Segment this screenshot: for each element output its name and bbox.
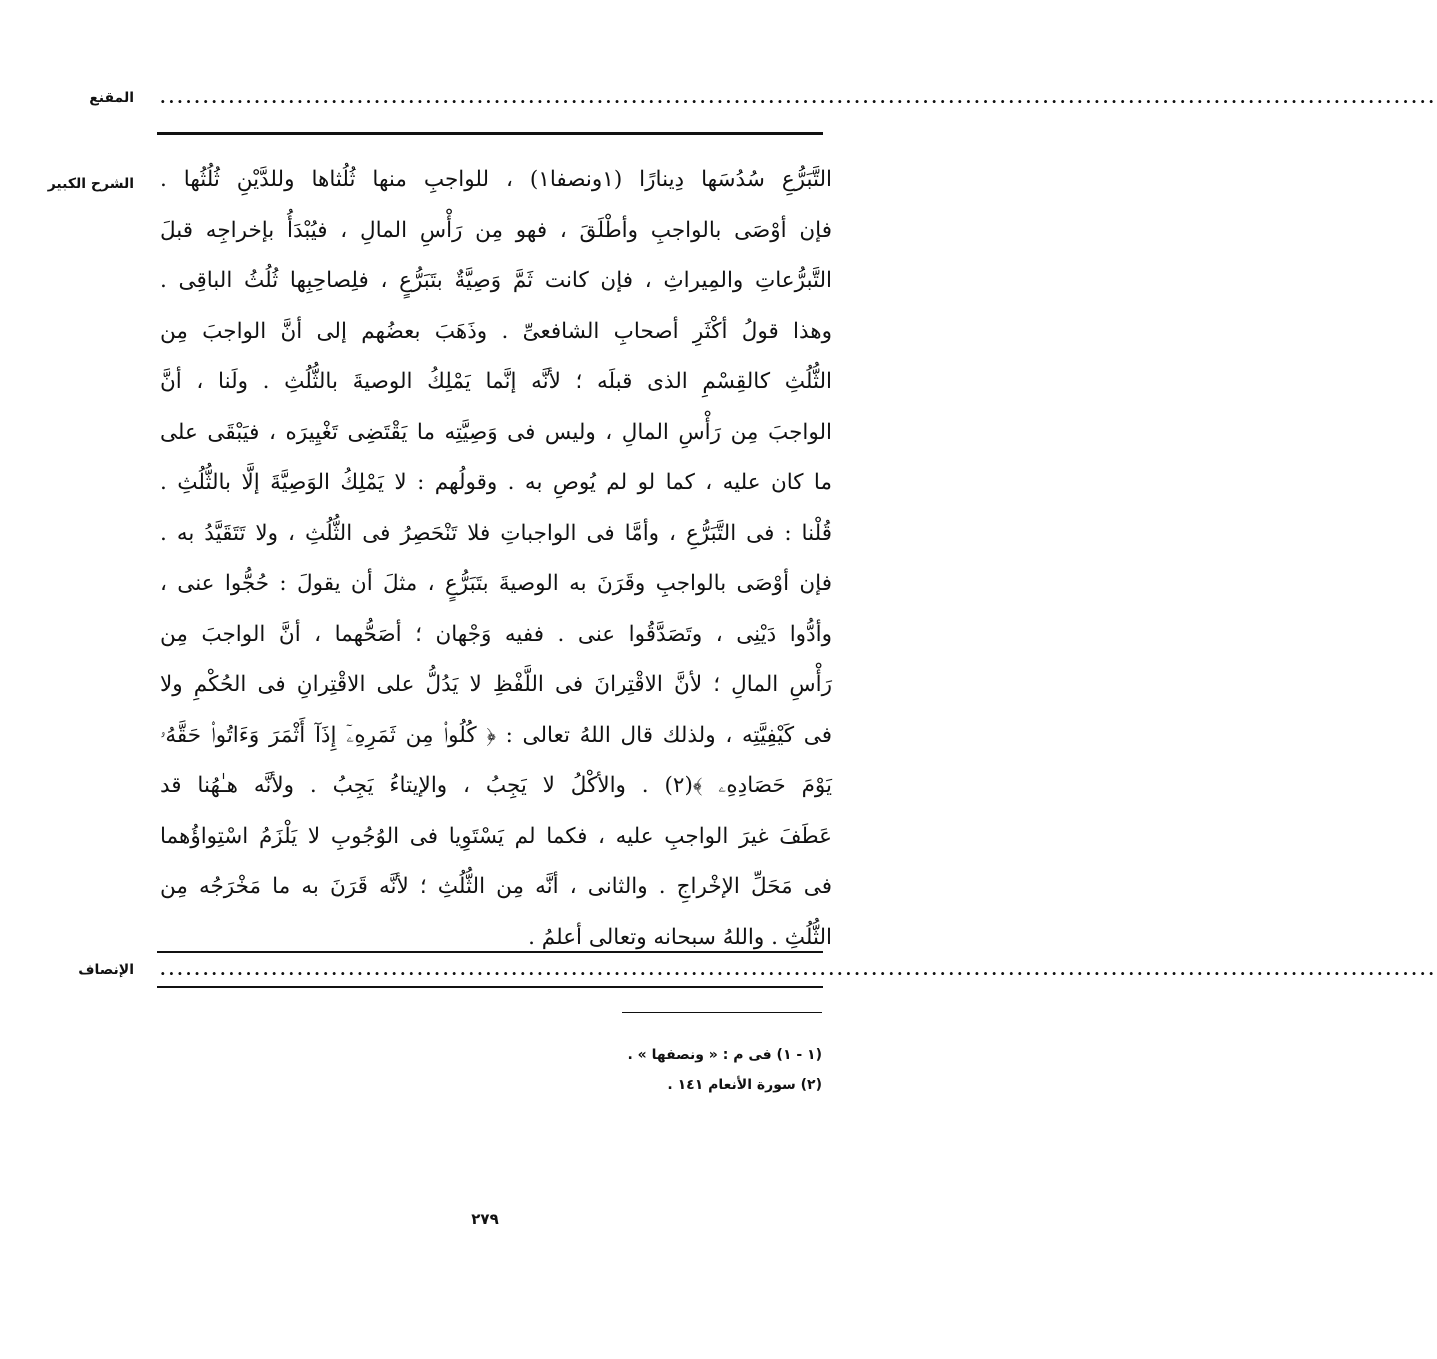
footer-dots: ..................................................................................................................................................... [160, 960, 1437, 979]
text-line: وأدُّوا دَيْنِى ، وتَصَدَّقُوا عنى . ففيه وَجْهان ؛ أصَحُّهما ، أنَّ الواجبَ مِن [160, 621, 832, 647]
text-line: فى كَيْفِيَّتِه ، ولذلك قال اللهُ تعالى : ﴿ كُلُوا۟ مِن ثَمَرِهِۦٓ إِذَآ أَثْمَرَ وَءَاتُوا۟ حَقَّهُۥ [160, 722, 832, 748]
page-number: ٢٧٩ [471, 1210, 499, 1228]
header-dots: ..................................................................................................................................................... [160, 88, 1437, 107]
text-line: قُلْنا : فى التَّبَرُّعِ ، وأمَّا فى الواجباتِ فلا تَنْحَصِرُ فى الثُّلُثِ ، ولا تَتَقَيَّدُ به . [160, 520, 832, 546]
text-line: الواجبَ مِن رَأْسِ المالِ ، وليس فى وَصِيَّتِه ما يَقْتَضِى تَغْيِيرَه ، فيَبْقَى على [160, 419, 832, 445]
text-line: يَوْمَ حَصَادِهِۦ ﴾(٢) . والأكْلُ لا يَجِبُ ، والإيتاءُ يَجِبُ . ولأنَّه هـٰهُنا قد [160, 773, 832, 798]
text-line: الثُّلُثِ . واللهُ سبحانه وتعالى أعلمُ . [528, 924, 832, 950]
text-line: فإن أوْصَى بالواجبِ وقَرَنَ به الوصيةَ بتَبَرُّعٍ ، مثلَ أن يقولَ : حُجُّوا عنى ، [160, 571, 832, 596]
text-line: الثُّلُثِ كالقِسْمِ الذى قبلَه ؛ لأنَّه إنَّما يَمْلِكُ الوصيةَ بالثُّلُثِ . ولَنا ، أنَّ [160, 369, 832, 394]
text-line: ما كان عليه ، كما لو لم يُوصِ به . وقولُهم : لا يَمْلِكُ الوَصِيَّةَ إلَّا بالثُّلُثِ . [160, 470, 832, 495]
text-line: عَطَفَ غيرَ الواجبِ عليه ، فكما لم يَسْتَوِيا فى الوُجُوبِ لا يَلْزَمُ اسْتِواؤُهما [160, 823, 832, 849]
main-text [160, 155, 832, 963]
text-line: التَّبرُّعاتِ والمِيراثِ ، فإن كانت ثَمَّ وَصِيَّةٌ بتَبَرُّعٍ ، فلِصاحِبِها ثُلُثُ الباقِى . [160, 268, 832, 293]
footnote-separator [622, 1012, 822, 1013]
header-rule [157, 132, 823, 135]
header-side-label: المقنع [89, 90, 134, 106]
section-label: الشرح الكبير [47, 176, 134, 192]
text-line: فى مَحَلِّ الإخْراجِ . والثانى ، أنَّه مِن الثُّلُثِ ؛ لأنَّه قَرَنَ به ما مَخْرَجُه مِن [160, 874, 832, 899]
footer-side-label: الإنصاف [78, 962, 134, 978]
text-line: وهذا قولُ أكْثَرِ أصحابِ الشافعىِّ . وذَهَبَ بعضُهم إلى أنَّ الواجبَ مِن [160, 318, 832, 344]
footnote: (٢) سورة الأنعام ١٤١ . [667, 1077, 822, 1093]
text-line: فإن أوْصَى بالواجبِ وأطْلَقَ ، فهو مِن رَأْسِ المالِ ، فيُبْدَأُ بإخراجِه قبلَ [160, 217, 832, 243]
section-rule-bottom [157, 986, 823, 988]
text-line: رَأْسِ المالِ ؛ لأنَّ الاقْتِرانَ فى اللَّفْظِ لا يَدُلُّ على الاقْتِرانِ فى الحُكْمِ ولا [160, 672, 832, 697]
text-line: التَّبَرُّعِ سُدُسَها دِينارًا (١ونصفا١) ، للواجبِ منها ثُلُثاها وللدَّيْنِ ثُلُثُها . [160, 167, 833, 192]
footnotes [160, 1040, 822, 1100]
section-rule-top [157, 951, 823, 953]
footnote: (١ - ١) فى م : « ونصفها » . [627, 1047, 822, 1063]
